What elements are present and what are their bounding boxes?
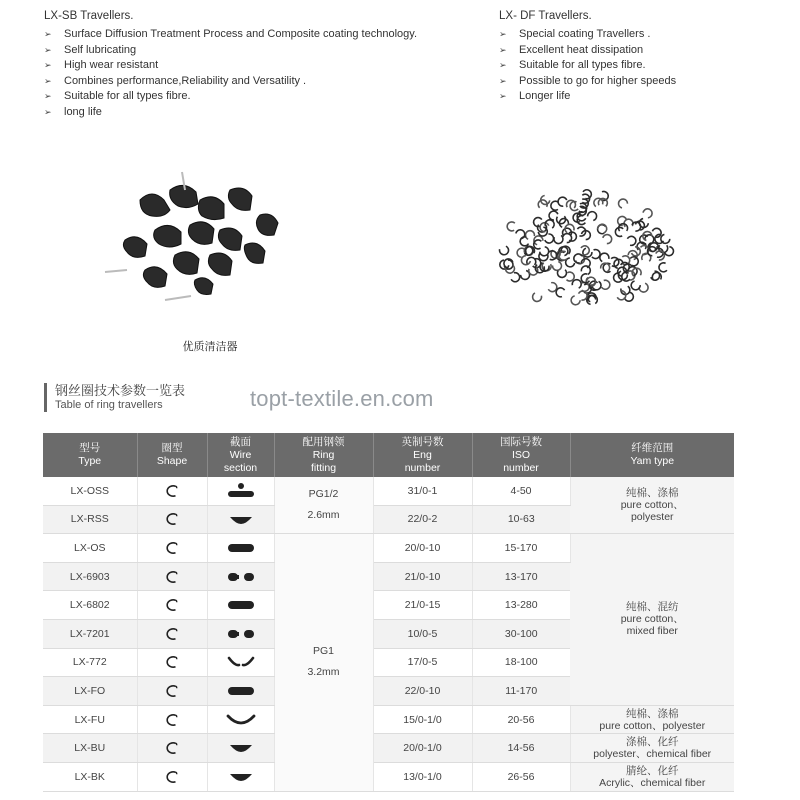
cell-type: LX-BK (43, 762, 137, 791)
column-header-iso-number (472, 433, 570, 477)
cell-eng-number: 21/0-10 (373, 562, 472, 591)
flat-rounded-section-icon (224, 685, 258, 697)
header-label-zh: 国际号数 (500, 435, 542, 448)
cell-type: LX-FO (43, 677, 137, 706)
c-open-icon (162, 542, 182, 554)
header-label-en: Shape (156, 455, 188, 467)
lx-df-title: LX- DF Travellers. (499, 10, 592, 22)
lx-sb-title: LX-SB Travellers. (44, 10, 134, 22)
header-label-en: fitting (310, 461, 337, 474)
header-label-en: Yam type (630, 455, 675, 467)
cell-eng-number: 20/0-1/0 (373, 734, 472, 763)
cell-shape (137, 505, 207, 534)
cell-wire-section (207, 648, 274, 677)
feature-item: ➢ Excellent heat dissipation (499, 43, 789, 59)
c-open-icon (162, 713, 182, 725)
lx-sb-feature-list (44, 27, 464, 120)
cell-shape (137, 477, 207, 505)
column-header-ring-fitting (274, 433, 373, 477)
cell-wire-section (207, 505, 274, 534)
c-open-icon (162, 628, 182, 640)
cell-type: LX-OS (43, 534, 137, 563)
feature-item: ➢ Suitable for all types fibre. (44, 89, 464, 105)
header-label-en: section (223, 461, 258, 474)
c-open-icon (162, 570, 182, 582)
half-round-stepped-section-icon (224, 485, 258, 497)
header-label-en: number (404, 461, 441, 474)
arrow-bullet-icon: ➢ (44, 75, 52, 86)
ring-fitting-code: PG1/2 (308, 488, 339, 501)
arrow-bullet-icon: ➢ (499, 29, 507, 39)
cell-ring-fitting (274, 534, 373, 791)
photo-caption: 优质清洁器 (182, 341, 238, 353)
yarn-type-zh: 纯棉、涤棉 (626, 707, 679, 720)
cell-yarn-type (570, 477, 734, 534)
cell-iso-number: 14-56 (472, 734, 570, 763)
table-row (43, 705, 734, 734)
table-title-en: Table of ring travellers (55, 399, 163, 411)
split-flat-section-icon (224, 570, 258, 582)
table-row (43, 477, 734, 505)
header-label-zh: 型号 (79, 442, 101, 454)
arrow-bullet-icon: ➢ (499, 60, 507, 70)
cell-yarn-type (570, 534, 734, 706)
cell-iso-number: 10-63 (472, 505, 570, 534)
cell-shape (137, 677, 207, 706)
header-label-en: number (503, 461, 539, 474)
cell-yarn-type (570, 705, 734, 734)
split-flat-section-icon (224, 628, 258, 640)
cell-iso-number: 20-56 (472, 705, 570, 734)
arrow-bullet-icon: ➢ (44, 44, 52, 55)
lx-sb-travellers-photo (100, 160, 320, 320)
column-header-yarn-type (570, 433, 734, 477)
cell-type: LX-FU (43, 705, 137, 734)
cell-type: LX-BU (43, 734, 137, 763)
yarn-type-zh: 纯棉、混纺 (626, 601, 679, 614)
cell-wire-section (207, 562, 274, 591)
cell-type: LX-6903 (43, 562, 137, 591)
crescent-flat-section-icon (224, 742, 258, 754)
table-row (43, 734, 734, 763)
column-header-wire-section (207, 433, 274, 477)
arrow-bullet-icon: ➢ (499, 44, 507, 55)
crescent-flat-section-icon (224, 771, 258, 783)
header-label-zh: 配用钢领 (302, 435, 345, 448)
yarn-type-en: polyester (630, 511, 674, 524)
cell-shape (137, 734, 207, 763)
cell-wire-section (207, 762, 274, 791)
yarn-type-zh: 涤棉、化纤 (626, 736, 679, 749)
column-header-shape (137, 433, 207, 477)
header-label-zh: 英制号数 (401, 435, 444, 448)
table-section-heading (44, 383, 185, 412)
flat-rounded-section-icon (224, 599, 258, 611)
u-curve-section-icon (224, 713, 258, 725)
yarn-type-zh: 纯棉、涤棉 (626, 487, 679, 500)
cell-type: LX-7201 (43, 619, 137, 648)
cell-shape (137, 534, 207, 563)
yarn-type-en: pure cotton、 (620, 613, 684, 626)
c-open-icon (162, 513, 182, 525)
arrow-bullet-icon: ➢ (499, 75, 507, 86)
cell-eng-number: 22/0-10 (373, 677, 472, 706)
cell-ring-fitting (274, 477, 373, 534)
column-header-type (43, 433, 137, 477)
table-row (43, 534, 734, 563)
cell-wire-section (207, 534, 274, 563)
cell-iso-number: 13-170 (472, 562, 570, 591)
c-open-icon (162, 599, 182, 611)
yarn-type-en: pure cotton、polyester (599, 719, 706, 732)
cell-eng-number: 15/0-1/0 (373, 705, 472, 734)
column-header-eng-number (373, 433, 472, 477)
cell-eng-number: 20/0-10 (373, 534, 472, 563)
table-row (43, 762, 734, 791)
v-curve-section-icon (224, 656, 258, 668)
ring-fitting-code: PG1 (312, 645, 334, 658)
header-label-zh: 纤维范围 (631, 442, 674, 454)
c-open-icon (162, 742, 182, 754)
arrow-bullet-icon: ➢ (44, 60, 52, 70)
cell-shape (137, 705, 207, 734)
c-open-icon (162, 485, 182, 497)
header-label-en: Type (78, 455, 102, 467)
yarn-type-en: mixed fiber (626, 625, 678, 638)
cell-eng-number: 10/0-5 (373, 619, 472, 648)
crescent-flat-section-icon (224, 513, 258, 525)
cell-iso-number: 4-50 (472, 477, 570, 505)
lx-df-column (499, 10, 789, 105)
yarn-type-en: pure cotton、 (620, 499, 684, 512)
cell-iso-number: 18-100 (472, 648, 570, 677)
ring-fitting-size: 2.6mm (307, 509, 340, 522)
feature-item: ➢ Self lubricating (44, 43, 464, 59)
cell-eng-number: 13/0-1/0 (373, 762, 472, 791)
arrow-bullet-icon: ➢ (44, 91, 52, 101)
cell-type: LX-OSS (43, 477, 137, 505)
feature-item: ➢ long life (44, 105, 464, 121)
arrow-bullet-icon: ➢ (44, 29, 52, 39)
header-label-en: Wire (229, 448, 252, 461)
cell-yarn-type (570, 734, 734, 763)
arrow-bullet-icon: ➢ (44, 106, 52, 117)
cell-iso-number: 11-170 (472, 677, 570, 706)
yarn-type-en: polyester、chemical fiber (593, 748, 712, 761)
cell-shape (137, 591, 207, 620)
cell-iso-number: 13-280 (472, 591, 570, 620)
cell-eng-number: 31/0-1 (373, 477, 472, 505)
lx-df-travellers-photo (490, 175, 680, 325)
flat-rounded-section-icon (224, 542, 258, 554)
cell-wire-section (207, 734, 274, 763)
feature-item: ➢ Suitable for all types fibre. (499, 58, 789, 74)
c-open-icon (162, 771, 182, 783)
cell-shape (137, 762, 207, 791)
feature-item: ➢ Surface Diffusion Treatment Process and Composite coating technology. (44, 27, 464, 43)
cell-wire-section (207, 677, 274, 706)
c-open-icon (162, 685, 182, 697)
arrow-bullet-icon: ➢ (499, 91, 507, 101)
ring-travellers-table (43, 433, 734, 792)
lx-sb-column (44, 10, 464, 120)
feature-item: ➢ High wear resistant (44, 58, 464, 74)
cell-iso-number: 15-170 (472, 534, 570, 563)
table-title-zh: 钢丝圈技术参数一览表 (55, 383, 186, 398)
cell-wire-section (207, 619, 274, 648)
cell-iso-number: 30-100 (472, 619, 570, 648)
cell-type: LX-772 (43, 648, 137, 677)
yarn-type-zh: 腈纶、化纤 (626, 764, 679, 777)
c-open-icon (162, 656, 182, 668)
table-header-row (43, 433, 734, 477)
header-label-zh: 圈型 (161, 442, 183, 454)
cell-eng-number: 21/0-15 (373, 591, 472, 620)
header-label-zh: 截面 (230, 435, 251, 448)
header-label-en: Ring (312, 448, 335, 461)
header-label-en: ISO (511, 448, 531, 461)
cell-wire-section (207, 705, 274, 734)
ring-fitting-size: 3.2mm (307, 666, 340, 679)
feature-item: ➢ Longer life (499, 89, 789, 105)
feature-item: ➢ Special coating Travellers . (499, 27, 789, 43)
cell-type: LX-6802 (43, 591, 137, 620)
feature-item: ➢ Combines performance,Reliability and Versatility . (44, 74, 464, 90)
table-body (43, 477, 734, 791)
feature-item: ➢ Possible to go for higher speeds (499, 74, 789, 90)
lx-df-feature-list (499, 27, 789, 105)
cell-wire-section (207, 591, 274, 620)
cell-shape (137, 562, 207, 591)
cell-eng-number: 22/0-2 (373, 505, 472, 534)
yarn-type-en: Acrylic、chemical fiber (599, 776, 706, 789)
header-label-en: Eng (413, 448, 432, 461)
cell-shape (137, 648, 207, 677)
cell-type: LX-RSS (43, 505, 137, 534)
cell-wire-section (207, 477, 274, 505)
watermark: topt-textile.en.com (250, 386, 434, 411)
cell-iso-number: 26-56 (472, 762, 570, 791)
cell-yarn-type (570, 762, 734, 791)
cell-shape (137, 619, 207, 648)
cell-eng-number: 17/0-5 (373, 648, 472, 677)
